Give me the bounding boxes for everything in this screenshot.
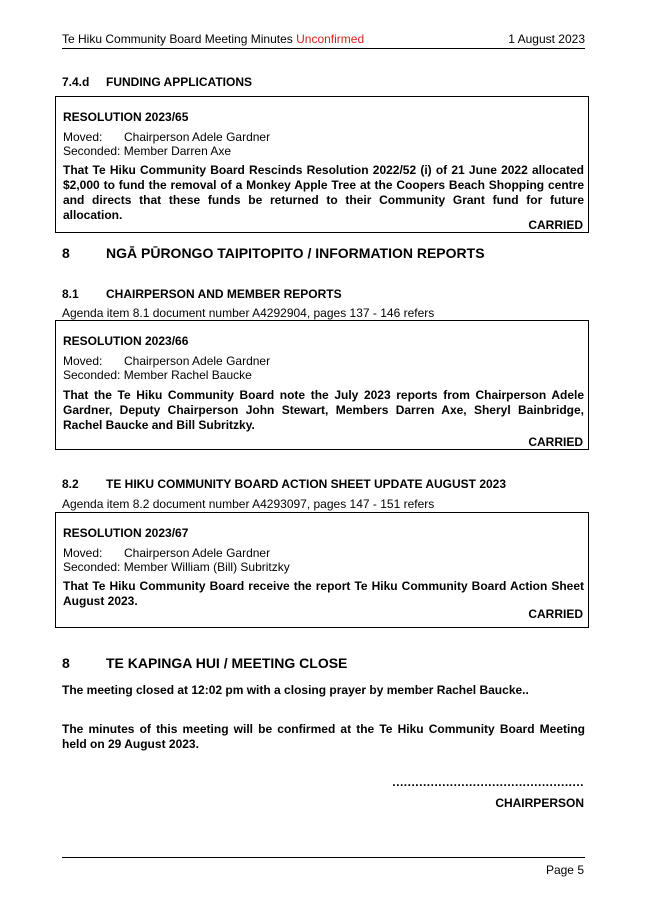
section-heading-8-2 [62,477,506,491]
page-header [62,32,585,49]
section-title: CHAIRPERSON AND MEMBER REPORTS [106,287,342,301]
seconded-value: Member Darren Axe [123,144,232,158]
moved-value: Chairperson Adele Gardner [124,130,271,144]
moved-label: Moved: [63,354,103,368]
seconded-label: Seconded: [63,368,121,382]
resolution-title: RESOLUTION 2023/67 [63,526,189,540]
moved-value: Chairperson Adele Gardner [124,354,271,368]
seconded-value: Member Rachel Baucke [123,368,252,382]
seconded-label: Seconded: [63,560,121,574]
moved-value: Chairperson Adele Gardner [124,546,271,560]
carried-label: CARRIED [528,607,583,621]
section-number: 8 [62,655,70,671]
section-number: 8 [62,245,70,261]
header-date: 1 August 2023 [508,32,585,46]
agenda-reference-8-1: Agenda item 8.1 document number A4292904, pages 137 - 146 refers [62,306,435,320]
section-number: 7.4.d [62,75,90,89]
resolution-box-65 [55,96,589,233]
header-title-text: Te Hiku Community Board Meeting Minutes [62,32,293,46]
moved-label: Moved: [63,130,103,144]
resolution-text: That the Te Hiku Community Board note the July 2023 reports from Chairperson Adele Gardner, Deputy Chairperson John Stewart, Members Darren Axe, Sheryl Bainbridge, Rachel Baucke and Bill Subritzky. [63,388,584,432]
seconded-line [63,560,290,574]
section-heading-8-1 [62,287,342,301]
section-heading-8-information-reports [62,245,485,261]
resolution-text: That Te Hiku Community Board receive the report Te Hiku Community Board Action Sheet August 2023. [63,579,584,608]
resolution-box-66 [55,320,589,450]
section-number: 8.2 [62,477,79,491]
resolution-box-67 [55,512,589,628]
seconded-line [63,144,231,158]
resolution-title: RESOLUTION 2023/65 [63,110,189,124]
agenda-reference-8-2: Agenda item 8.2 document number A4293097, pages 147 - 151 refers [62,497,435,511]
moved-label: Moved: [63,546,103,560]
signature-line: .................................................. [392,775,584,789]
header-title [62,32,364,46]
seconded-label: Seconded: [63,144,121,158]
meeting-closed-statement: The meeting closed at 12:02 pm with a closing prayer by member Rachel Baucke.. [62,683,529,697]
resolution-title: RESOLUTION 2023/66 [63,334,189,348]
seconded-value: Member William (Bill) Subritzky [123,560,290,574]
section-title: NGĀ PŪRONGO TAIPITOPITO / INFORMATION REPORTS [106,245,485,261]
section-heading-7-4-d [62,75,252,89]
carried-label: CARRIED [528,435,583,449]
footer-divider [62,857,585,858]
section-title: FUNDING APPLICATIONS [106,75,252,89]
minutes-confirmation-statement: The minutes of this meeting will be confirmed at the Te Hiku Community Board Meeting held on 29 August 2023. [62,722,585,751]
signature-label: CHAIRPERSON [495,796,584,810]
moved-line [63,546,270,560]
resolution-text: That Te Hiku Community Board Rescinds Resolution 2022/52 (i) of 21 June 2022 allocated $2,000 to fund the removal of a Monkey Apple Tree at the Coopers Beach Shopping centre and directs that these funds be returned to their Community Grant fund for future allocation. [63,163,584,222]
page-number: Page 5 [545,863,584,877]
section-title: TE HIKU COMMUNITY BOARD ACTION SHEET UPDATE AUGUST 2023 [106,477,507,491]
moved-line [63,130,270,144]
section-number: 8.1 [62,287,79,301]
section-heading-8-meeting-close [62,655,347,671]
moved-line [63,354,270,368]
header-status: Unconfirmed [296,32,365,46]
seconded-line [63,368,252,382]
section-title: TE KAPINGA HUI / MEETING CLOSE [106,655,348,671]
carried-label: CARRIED [528,218,583,232]
